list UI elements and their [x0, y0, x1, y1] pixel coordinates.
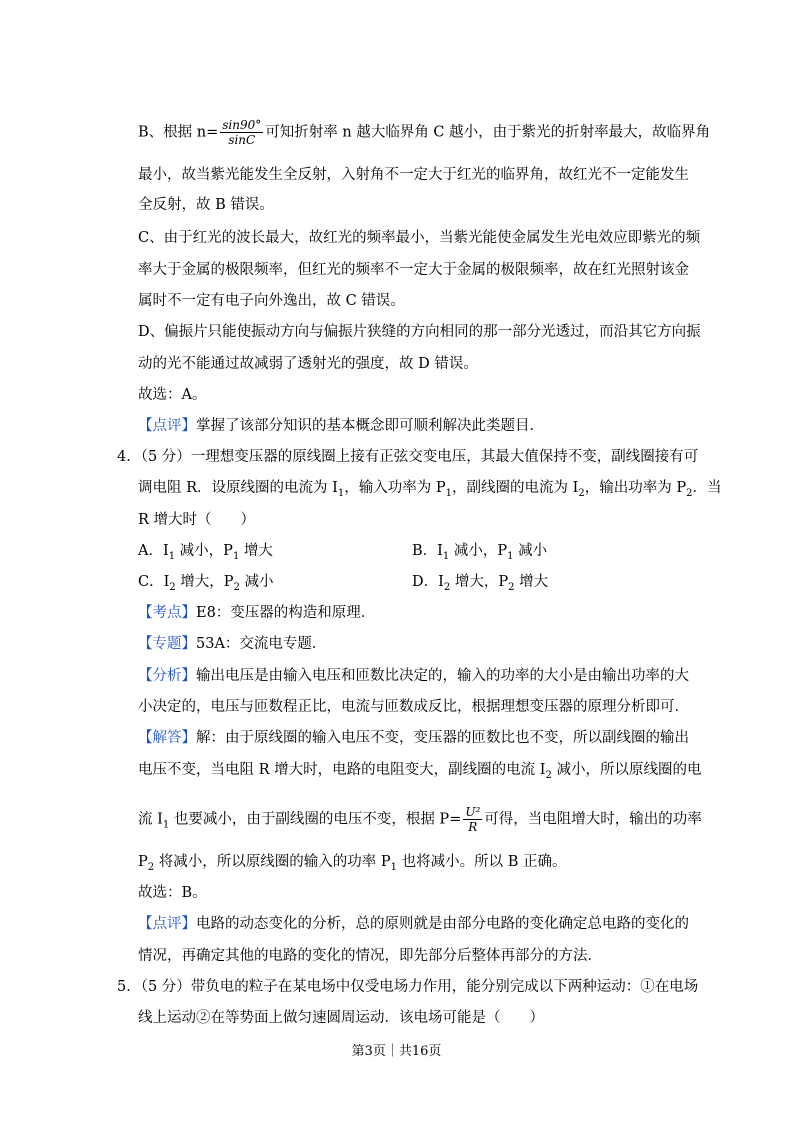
q4-solution-line3: 流 $I_1$ 也要减小，由于副线圈的电压不变，根据 P= $\frac{\text{U²}}{R}$ 可得，当电阻增大时，输出的功率 [138, 805, 702, 834]
option-c-line1: C、由于红光的波长最大，故红光的频率最小，当紫光能使金属发生光电效应即紫光的频 [138, 230, 701, 246]
refraction-fraction: $\frac{\sin 90^\circ}{\sin C}$ [222, 118, 262, 147]
q4-comment-line1: 【点评】电路的动态变化的分析，总的原则就是由部分电路的变化确定总电路的变化的 [138, 916, 689, 932]
q4-option-b: B．$I_1$ 减小，$P_1$ 减小 [412, 543, 548, 562]
q4-solution-line4: $P_2$ 将减小，所以原线圈的输入的功率 $P_1$ 也将减小。所以 B 正确。 [138, 854, 567, 873]
option-b-line3: 全反射，故 B 错误。 [138, 197, 274, 213]
page-footer: 第3页｜共16页 [351, 1044, 442, 1059]
q4-stem-line3: R 增大时（ ） [138, 512, 256, 528]
q5-stem-line2: 线上运动②在等势面上做匀速圆周运动．该电场可能是（ ） [138, 1010, 544, 1026]
q4-analysis-line1: 【分析】输出电压是由输入电压和匝数比决定的，输入的功率的大小是由输出功率的大 [138, 668, 689, 684]
q4-solution-line2: 电压不变，当电阻 R 增大时，电路的电阻变大，副线圈的电流 $I_2$ 减小，所以原线圈的电 [138, 762, 702, 781]
option-b-line1: B、根据 n= $\frac{\sin 90^\circ}{\sin C}$ 可知折射率 n 越大临界角 C 越小，由于紫光的折射率最大，故临界角 [138, 118, 711, 147]
q4-comment-line2: 情况，再确定其他的电路的变化的情况，即先部分后整体再部分的方法． [138, 948, 602, 964]
q4-stem-line1: 4．（5 分）一理想变压器的原线圈上接有正弦交变电压，其最大值保持不变，副线圈接有可 [117, 449, 699, 465]
q4-answer: 故选：B。 [138, 885, 207, 901]
power-fraction: $\frac{\text{U²}}{R}$ [465, 805, 481, 834]
q3-answer: 故选：A。 [138, 387, 207, 403]
option-c-line3: 属时不一定有电子向外逸出，故 C 错误。 [138, 293, 405, 309]
q4-option-a: A．$I_1$ 减小，$P_1$ 增大 [138, 543, 273, 562]
comment-tag: 【点评】 [138, 418, 196, 434]
q4-stem-line2: 调电阻 R．设原线圈的电流为 $I_1$，输入功率为 $P_1$，副线圈的电流为 $I_2$，输出功率为 $P_2$．当 [138, 480, 722, 499]
q5-stem-line1: 5．（5 分）带负电的粒子在某电场中仅受电场力作用，能分别完成以下两种运动：①在电场 [117, 979, 699, 995]
option-c-line2: 率大于金属的极限频率，但红光的频率不一定大于金属的极限频率，故在红光照射该金 [138, 262, 689, 278]
q4-analysis-line2: 小决定的，电压与匝数程正比，电流与匝数成反比，根据理想变压器的原理分析即可． [138, 699, 689, 715]
q4-solution-line1: 【解答】解：由于原线圈的输入电压不变，变压器的匝数比也不变，所以副线圈的输出 [138, 730, 689, 746]
q4-kaodian: 【考点】E8：变压器的构造和原理． [138, 605, 376, 621]
q4-zhuanti: 【专题】53A：交流电专题． [138, 636, 327, 652]
option-b-line2: 最小，故当紫光能发生全反射，入射角不一定大于红光的临界角，故红光不一定能发生 [138, 167, 689, 183]
option-d-line1: D、偏振片只能使振动方向与偏振片狭缝的方向相同的那一部分光透过，而沿其它方向振 [138, 324, 701, 340]
q3-comment: 【点评】掌握了该部分知识的基本概念即可顺利解决此类题目． [138, 418, 544, 434]
q4-option-d: D．$I_2$ 增大，$P_2$ 增大 [412, 574, 549, 593]
q4-option-c: C．$I_2$ 增大，$P_2$ 减小 [138, 574, 274, 593]
option-d-line2: 动的光不能通过故减弱了透射光的强度，故 D 错误。 [138, 356, 478, 372]
